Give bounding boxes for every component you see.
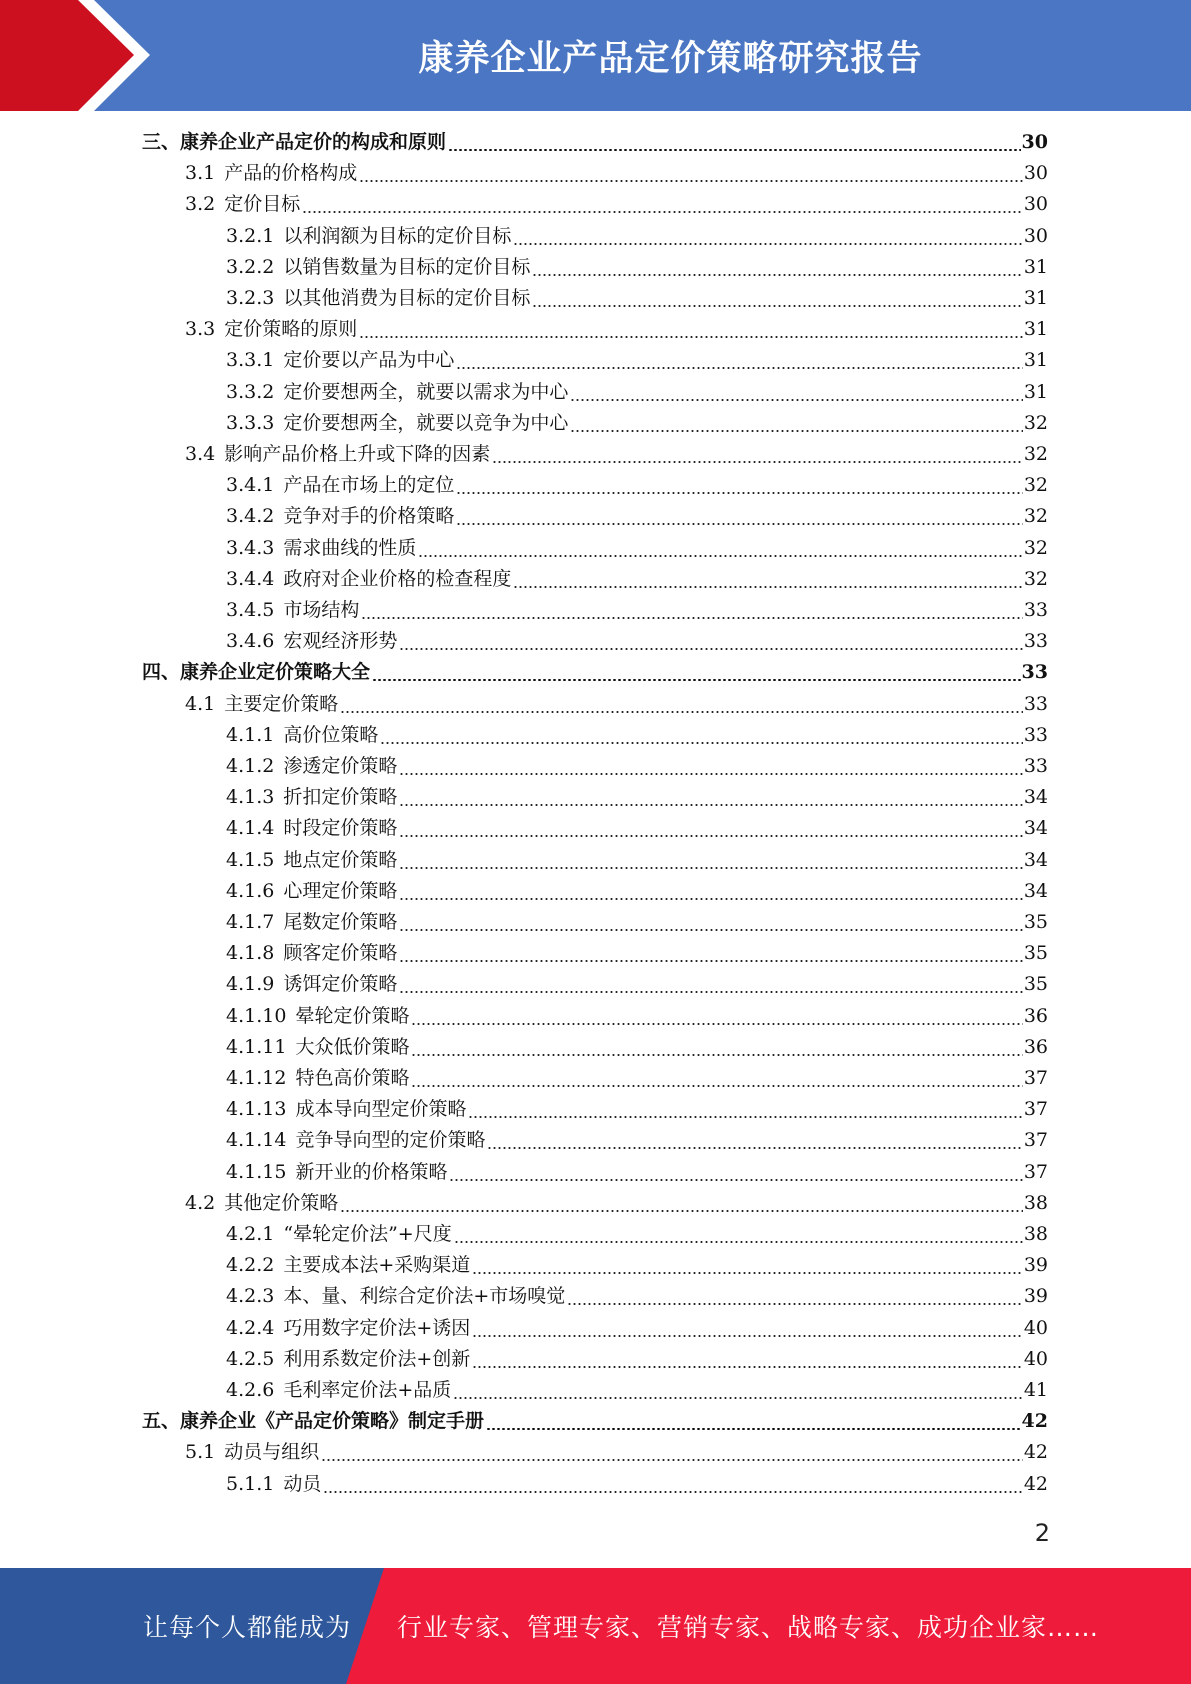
toc-entry-number: 4.1.2: [226, 755, 275, 777]
toc-entry-label: 其他定价策略: [224, 1192, 339, 1214]
toc-subsection-entry[interactable]: [226, 1063, 1048, 1094]
toc-subsection-entry[interactable]: [226, 1375, 1048, 1406]
toc-entry-number: 4.2.6: [226, 1379, 275, 1401]
toc-entry-label: 动员: [283, 1473, 322, 1495]
toc-entry-label: 毛利率定价法+品质: [283, 1379, 452, 1401]
toc-dot-leader: [359, 158, 1023, 189]
toc-dot-leader: [532, 283, 1022, 314]
toc-section-entry[interactable]: [185, 158, 1048, 189]
toc-entry-page: 30: [1023, 225, 1048, 247]
toc-dot-leader: [492, 439, 1023, 470]
toc-entry-label: 诱饵定价策略: [283, 973, 398, 995]
toc-entry-text: [226, 845, 399, 876]
toc-entry-label: 动员与组织: [224, 1441, 320, 1463]
toc-entry-label: 四、康养企业定价策略大全: [142, 661, 371, 683]
toc-entry-label: 产品的价格构成: [224, 162, 358, 184]
toc-entry-page: 40: [1023, 1348, 1048, 1370]
toc-entry-page: 31: [1023, 287, 1048, 309]
toc-dot-leader: [486, 1406, 1021, 1437]
toc-entry-label: 尾数定价策略: [283, 911, 398, 933]
toc-entry-label: 渗透定价策略: [283, 755, 398, 777]
toc-entry-page: 34: [1023, 817, 1048, 839]
toc-entry-page: 33: [1021, 661, 1048, 683]
toc-entry-text: [226, 221, 513, 252]
toc-entry-label: “晕轮定价法”+尺度: [283, 1223, 452, 1245]
toc-entry-number: 5.1: [185, 1441, 216, 1463]
toc-dot-leader: [399, 845, 1022, 876]
toc-entry-page: 39: [1023, 1254, 1048, 1276]
toc-dot-leader: [321, 1437, 1023, 1468]
toc-entry-text: [226, 377, 570, 408]
toc-entry-label: 地点定价策略: [283, 849, 398, 871]
toc-entry-text: [226, 283, 532, 314]
toc-entry-number: 4.1.8: [226, 942, 275, 964]
toc-entry-page: 30: [1023, 193, 1048, 215]
toc-entry-page: 38: [1023, 1223, 1048, 1245]
toc-subsection-entry[interactable]: [226, 782, 1048, 813]
toc-chapter-entry[interactable]: [142, 657, 1048, 688]
toc-subsection-entry[interactable]: [226, 1094, 1048, 1125]
toc-section-entry[interactable]: [185, 1188, 1048, 1219]
toc-entry-page: 39: [1023, 1285, 1048, 1307]
toc-entry-page: 32: [1023, 443, 1048, 465]
toc-entry-label: 影响产品价格上升或下降的因素: [224, 443, 491, 465]
toc-dot-leader: [487, 1125, 1022, 1156]
toc-dot-leader: [532, 252, 1022, 283]
footer-slogan-left: 让每个人都能成为: [143, 1613, 352, 1642]
toc-subsection-entry[interactable]: [226, 938, 1048, 969]
toc-subsection-entry[interactable]: [226, 221, 1048, 252]
toc-entry-page: 33: [1023, 693, 1048, 715]
toc-entry-text: [142, 1406, 486, 1437]
toc-entry-number: 3.4.5: [226, 599, 275, 621]
toc-dot-leader: [411, 1063, 1022, 1094]
toc-subsection-entry[interactable]: [226, 564, 1048, 595]
toc-entry-number: 3.4.4: [226, 568, 275, 590]
toc-entry-text: [226, 626, 399, 657]
toc-dot-leader: [323, 1469, 1022, 1500]
toc-entry-page: 37: [1023, 1161, 1048, 1183]
toc-dot-leader: [449, 1157, 1022, 1188]
toc-entry-text: [226, 1157, 449, 1188]
page-number: 2: [1034, 1519, 1050, 1547]
toc-entry-page: 33: [1023, 599, 1048, 621]
toc-entry-label: 宏观经济形势: [283, 630, 398, 652]
toc-entry-number: 4.1.15: [226, 1161, 287, 1183]
toc-entry-number: 4.2.1: [226, 1223, 275, 1245]
toc-dot-leader: [513, 564, 1022, 595]
toc-dot-leader: [418, 533, 1022, 564]
toc-entry-text: [185, 689, 340, 720]
toc-entry-label: 时段定价策略: [283, 817, 398, 839]
toc-entry-text: [185, 1437, 321, 1468]
toc-entry-text: [226, 1094, 468, 1125]
toc-entry-text: [142, 127, 448, 158]
toc-entry-number: 3.2.1: [226, 225, 275, 247]
toc-entry-page: 42: [1023, 1441, 1048, 1463]
toc-entry-text: [226, 501, 456, 532]
toc-subsection-entry[interactable]: [226, 907, 1048, 938]
toc-dot-leader: [411, 1001, 1022, 1032]
toc-entry-number: 3.2.2: [226, 256, 275, 278]
toc-subsection-entry[interactable]: [226, 626, 1048, 657]
toc-dot-leader: [399, 876, 1022, 907]
toc-entry-number: 4.1: [185, 693, 216, 715]
toc-section-entry[interactable]: [185, 1437, 1048, 1468]
toc-dot-leader: [399, 782, 1022, 813]
toc-entry-text: [226, 1375, 453, 1406]
toc-dot-leader: [472, 1250, 1023, 1281]
toc-entry-text: [185, 189, 302, 220]
toc-entry-page: 36: [1023, 1036, 1048, 1058]
toc-dot-leader: [567, 1281, 1023, 1312]
toc-chapter-entry[interactable]: [142, 127, 1048, 158]
toc-entry-page: 32: [1023, 505, 1048, 527]
toc-entry-number: 4.2: [185, 1192, 216, 1214]
toc-entry-label: 政府对企业价格的检查程度: [283, 568, 512, 590]
toc-entry-page: 35: [1023, 973, 1048, 995]
toc-entry-number: 3.4.3: [226, 537, 275, 559]
toc-entry-text: [226, 751, 399, 782]
toc-entry-number: 4.2.5: [226, 1348, 275, 1370]
toc-dot-leader: [399, 751, 1022, 782]
footer-banner: [0, 1568, 1191, 1684]
toc-dot-leader: [340, 689, 1023, 720]
toc-subsection-entry[interactable]: [226, 1157, 1048, 1188]
toc-entry-text: [226, 938, 399, 969]
toc-dot-leader: [399, 938, 1022, 969]
toc-subsection-entry[interactable]: [226, 845, 1048, 876]
toc-subsection-entry[interactable]: [226, 345, 1048, 376]
toc-dot-leader: [359, 314, 1023, 345]
toc-entry-number: 4.2.4: [226, 1317, 275, 1339]
toc-dot-leader: [380, 720, 1022, 751]
toc-entry-page: 36: [1023, 1005, 1048, 1027]
toc-entry-text: [226, 1344, 472, 1375]
toc-dot-leader: [399, 907, 1022, 938]
toc-entry-page: 35: [1023, 942, 1048, 964]
toc-entry-label: 定价策略的原则: [224, 318, 358, 340]
toc-entry-text: [185, 439, 492, 470]
toc-entry-page: 31: [1023, 349, 1048, 371]
toc-entry-text: [185, 1188, 340, 1219]
toc-entry-label: 五、康养企业《产品定价策略》制定手册: [142, 1410, 485, 1432]
toc-entry-number: 4.1.12: [226, 1067, 287, 1089]
toc-subsection-entry[interactable]: [226, 1344, 1048, 1375]
toc-subsection-entry[interactable]: [226, 470, 1048, 501]
toc-entry-number: 4.1.4: [226, 817, 275, 839]
toc-entry-label: 定价要想两全，就要以竞争为中心: [283, 412, 569, 434]
toc-entry-text: [226, 1469, 323, 1500]
toc-entry-label: 定价要想两全，就要以需求为中心: [283, 381, 569, 403]
toc-entry-label: 顾客定价策略: [283, 942, 398, 964]
toc-chapter-entry[interactable]: [142, 1406, 1048, 1437]
toc-dot-leader: [411, 1032, 1022, 1063]
toc-section-entry[interactable]: [185, 314, 1048, 345]
toc-dot-leader: [468, 1094, 1022, 1125]
toc-entry-label: 产品在市场上的定位: [283, 474, 455, 496]
toc-entry-text: [185, 314, 359, 345]
toc-entry-number: 3.4.2: [226, 505, 275, 527]
toc-dot-leader: [570, 377, 1022, 408]
toc-entry-label: 利用系数定价法+创新: [283, 1348, 471, 1370]
toc-dot-leader: [513, 221, 1022, 252]
toc-entry-number: 3.1: [185, 162, 216, 184]
toc-entry-number: 4.1.11: [226, 1036, 287, 1058]
toc-entry-number: 3.3.2: [226, 381, 275, 403]
toc-entry-number: 4.2.3: [226, 1285, 275, 1307]
toc-entry-number: 3.4.6: [226, 630, 275, 652]
footer-slogan-right: 行业专家、管理专家、营销专家、战略专家、成功企业家……: [397, 1613, 1100, 1642]
toc-entry-page: 31: [1023, 318, 1048, 340]
toc-section-entry[interactable]: [185, 439, 1048, 470]
toc-entry-text: [226, 408, 570, 439]
toc-entry-label: 以其他消费为目标的定价目标: [283, 287, 531, 309]
toc-dot-leader: [361, 595, 1022, 626]
header-banner: [0, 0, 1191, 111]
toc-entry-number: 4.1.14: [226, 1129, 287, 1151]
toc-entry-number: 3.4.1: [226, 474, 275, 496]
toc-subsection-entry[interactable]: [226, 408, 1048, 439]
toc-entry-label: 三、康养企业产品定价的构成和原则: [142, 131, 447, 153]
toc-entry-number: 4.1.1: [226, 724, 275, 746]
toc-entry-page: 42: [1021, 1410, 1048, 1432]
toc-dot-leader: [570, 408, 1022, 439]
toc-entry-text: [226, 252, 532, 283]
toc-entry-number: 3.3.1: [226, 349, 275, 371]
toc-subsection-entry[interactable]: [226, 1313, 1048, 1344]
toc-subsection-entry[interactable]: [226, 751, 1048, 782]
toc-entry-page: 38: [1023, 1192, 1048, 1214]
toc-entry-text: [226, 1063, 411, 1094]
toc-dot-leader: [372, 657, 1021, 688]
toc-dot-leader: [472, 1344, 1023, 1375]
toc-subsection-entry[interactable]: [226, 1219, 1048, 1250]
toc-subsection-entry[interactable]: [226, 1001, 1048, 1032]
toc-entry-number: 4.1.13: [226, 1098, 287, 1120]
toc-entry-label: 主要定价策略: [224, 693, 339, 715]
toc-subsection-entry[interactable]: [226, 1250, 1048, 1281]
toc-entry-page: 33: [1023, 630, 1048, 652]
toc-subsection-entry[interactable]: [226, 1125, 1048, 1156]
toc-subsection-entry[interactable]: [226, 501, 1048, 532]
toc-entry-text: [226, 533, 418, 564]
toc-entry-text: [226, 876, 399, 907]
toc-subsection-entry[interactable]: [226, 969, 1048, 1000]
toc-entry-text: [226, 813, 399, 844]
toc-entry-number: 4.1.9: [226, 973, 275, 995]
toc-entry-text: [226, 1313, 472, 1344]
toc-entry-label: 本、量、利综合定价法+市场嗅觉: [283, 1285, 566, 1307]
toc-subsection-entry[interactable]: [226, 1281, 1048, 1312]
toc-entry-label: 以销售数量为目标的定价目标: [283, 256, 531, 278]
toc-dot-leader: [456, 345, 1022, 376]
toc-entry-page: 34: [1023, 786, 1048, 808]
toc-subsection-entry[interactable]: [226, 377, 1048, 408]
toc-entry-text: [226, 1032, 411, 1063]
toc-entry-text: [226, 595, 361, 626]
toc-entry-label: 市场结构: [283, 599, 360, 621]
toc-subsection-entry[interactable]: [226, 283, 1048, 314]
toc-entry-page: 41: [1023, 1379, 1048, 1401]
toc-entry-page: 33: [1023, 755, 1048, 777]
toc-entry-text: [185, 158, 359, 189]
toc-entry-text: [226, 1219, 454, 1250]
toc-entry-page: 37: [1023, 1129, 1048, 1151]
toc-entry-text: [226, 1001, 411, 1032]
toc-entry-number: 3.2: [185, 193, 216, 215]
toc-subsection-entry[interactable]: [226, 252, 1048, 283]
toc-entry-text: [226, 907, 399, 938]
toc-subsection-entry[interactable]: [226, 876, 1048, 907]
toc-section-entry[interactable]: [185, 189, 1048, 220]
toc-entry-page: 31: [1023, 256, 1048, 278]
toc-entry-label: 大众低价策略: [295, 1036, 410, 1058]
toc-entry-text: [226, 1281, 567, 1312]
toc-entry-label: 竞争导向型的定价策略: [295, 1129, 486, 1151]
toc-entry-number: 3.3: [185, 318, 216, 340]
toc-entry-label: 折扣定价策略: [283, 786, 398, 808]
toc-entry-label: 特色高价策略: [295, 1067, 410, 1089]
toc-entry-text: [226, 1125, 487, 1156]
toc-entry-number: 4.1.7: [226, 911, 275, 933]
toc-entry-label: 竞争对手的价格策略: [283, 505, 455, 527]
toc-entry-number: 3.3.3: [226, 412, 275, 434]
toc-dot-leader: [340, 1188, 1023, 1219]
toc-entry-label: 定价目标: [224, 193, 301, 215]
toc-entry-page: 34: [1023, 849, 1048, 871]
toc-subsection-entry[interactable]: [226, 1469, 1048, 1500]
toc-entry-number: 4.1.6: [226, 880, 275, 902]
toc-entry-page: 30: [1023, 162, 1048, 184]
toc-entry-page: 30: [1021, 131, 1048, 153]
toc-entry-page: 32: [1023, 568, 1048, 590]
toc-entry-page: 33: [1023, 724, 1048, 746]
toc-entry-page: 37: [1023, 1067, 1048, 1089]
toc-entry-page: 32: [1023, 474, 1048, 496]
toc-entry-label: 定价要以产品为中心: [283, 349, 455, 371]
toc-entry-text: [226, 470, 456, 501]
toc-subsection-entry[interactable]: [226, 720, 1048, 751]
toc-entry-text: [226, 720, 380, 751]
toc-entry-text: [226, 564, 513, 595]
toc-entry-label: 巧用数字定价法+诱因: [283, 1317, 471, 1339]
toc-subsection-entry[interactable]: [226, 595, 1048, 626]
toc-entry-label: 高价位策略: [283, 724, 379, 746]
toc-entry-label: 以利润额为目标的定价目标: [283, 225, 512, 247]
toc-entry-text: [226, 782, 399, 813]
toc-dot-leader: [399, 969, 1022, 1000]
toc-entry-page: 32: [1023, 412, 1048, 434]
toc-entry-number: 4.1.10: [226, 1005, 287, 1027]
toc-dot-leader: [302, 189, 1023, 220]
toc-dot-leader: [456, 470, 1022, 501]
toc-entry-label: 需求曲线的性质: [283, 537, 417, 559]
toc-dot-leader: [453, 1375, 1023, 1406]
toc-entry-page: 32: [1023, 537, 1048, 559]
toc-entry-text: [142, 657, 372, 688]
toc-entry-number: 3.4: [185, 443, 216, 465]
toc-entry-text: [226, 1250, 472, 1281]
toc-entry-text: [226, 345, 456, 376]
toc-entry-number: 5.1.1: [226, 1473, 275, 1495]
toc-dot-leader: [456, 501, 1022, 532]
toc-entry-number: 4.1.5: [226, 849, 275, 871]
toc-subsection-entry[interactable]: [226, 533, 1048, 564]
toc-entry-label: 新开业的价格策略: [295, 1161, 448, 1183]
toc-entry-page: 37: [1023, 1098, 1048, 1120]
toc-dot-leader: [448, 127, 1021, 158]
toc-dot-leader: [399, 626, 1022, 657]
toc-dot-leader: [399, 813, 1022, 844]
toc-entry-label: 心理定价策略: [283, 880, 398, 902]
toc-dot-leader: [472, 1313, 1023, 1344]
toc-section-entry[interactable]: [185, 689, 1048, 720]
report-title: 康养企业产品定价策略研究报告: [418, 38, 923, 79]
toc-entry-page: 40: [1023, 1317, 1048, 1339]
toc-entry-number: 3.2.3: [226, 287, 275, 309]
toc-entry-text: [226, 969, 399, 1000]
toc-entry-page: 42: [1023, 1473, 1048, 1495]
toc-entry-label: 晕轮定价策略: [295, 1005, 410, 1027]
toc-entry-page: 34: [1023, 880, 1048, 902]
toc-entry-label: 成本导向型定价策略: [295, 1098, 467, 1120]
toc-entry-number: 4.1.3: [226, 786, 275, 808]
toc-entry-label: 主要成本法+采购渠道: [283, 1254, 471, 1276]
toc-dot-leader: [454, 1219, 1023, 1250]
toc-subsection-entry[interactable]: [226, 813, 1048, 844]
toc-entry-number: 4.2.2: [226, 1254, 275, 1276]
toc-subsection-entry[interactable]: [226, 1032, 1048, 1063]
toc-entry-page: 31: [1023, 381, 1048, 403]
toc-entry-page: 35: [1023, 911, 1048, 933]
